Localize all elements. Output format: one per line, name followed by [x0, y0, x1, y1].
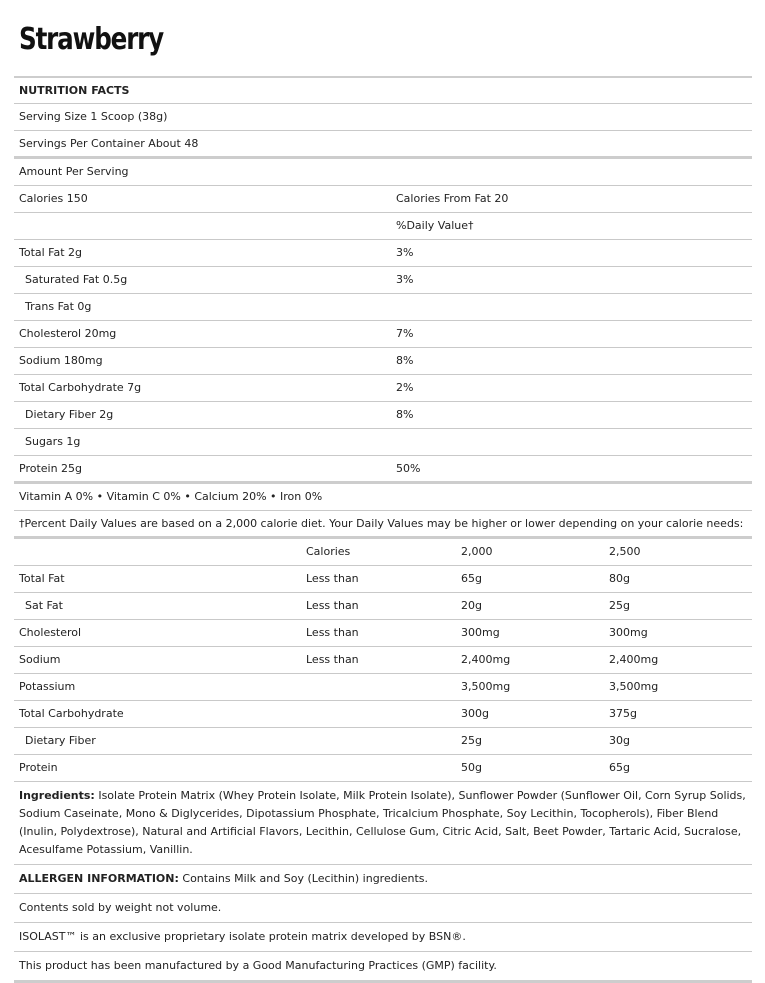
dv-2000-value: 300mg: [461, 626, 500, 639]
nutrition-header-row: [14, 76, 752, 104]
dv-table-row: [14, 755, 752, 782]
serving-size-row: [14, 104, 752, 131]
dv-table-row: [14, 620, 752, 647]
nutrient-row: [14, 402, 752, 429]
dv-2000-value: 2,400mg: [461, 653, 511, 666]
allergen-label: ALLERGEN INFORMATION:: [19, 872, 179, 885]
dv-2000-value: 25g: [461, 734, 482, 747]
allergen-text: Contains Milk and Soy (Lecithin) ingredients.: [182, 872, 429, 885]
daily-value-header: %Daily Value†: [396, 219, 474, 232]
nutrient-dv: 3%: [396, 246, 414, 259]
dv-2500-value: 375g: [609, 707, 637, 720]
ingredients-label: Ingredients:: [19, 789, 95, 802]
note-text: ISOLAST™ is an exclusive proprietary isolate protein matrix developed by BSN®.: [19, 930, 466, 943]
dv-2500-value: 30g: [609, 734, 630, 747]
daily-value-header-row: [14, 213, 752, 240]
dv-nutrient: Total Fat: [19, 572, 65, 585]
nutrient-dv: 8%: [396, 354, 414, 367]
dv-2000-value: 50g: [461, 761, 482, 774]
nutrient-row: [14, 456, 752, 484]
dv-2500-value: 65g: [609, 761, 630, 774]
nutrient-dv: 50%: [396, 462, 421, 475]
calories: Calories 150: [19, 192, 88, 205]
dv-table-row: [14, 647, 752, 674]
dv-nutrient: Cholesterol: [19, 626, 82, 639]
dv-2500-value: 300mg: [609, 626, 648, 639]
nutrient-row: [14, 375, 752, 402]
note-text: Contents sold by weight not volume.: [19, 901, 222, 914]
dv-header-calories: Calories: [306, 545, 351, 558]
nutrient-label: Total Carbohydrate 7g: [19, 381, 142, 394]
dv-nutrient: Sat Fat: [25, 599, 63, 612]
dv-qualifier: Less than: [306, 626, 359, 639]
dv-nutrient: Sodium: [19, 653, 61, 666]
nutrient-label: Total Fat 2g: [19, 246, 83, 259]
dv-qualifier: Less than: [306, 572, 359, 585]
vitamins-row: [14, 484, 752, 511]
nutrient-label: Saturated Fat 0.5g: [25, 273, 128, 286]
nutrient-row: [14, 240, 752, 267]
dv-2500-value: 80g: [609, 572, 630, 585]
allergen-row: [14, 865, 752, 894]
note-row: [14, 923, 752, 952]
dv-2000-value: 65g: [461, 572, 482, 585]
dv-2000-value: 20g: [461, 599, 482, 612]
calories-row: [14, 186, 752, 213]
dv-2500-value: 3,500mg: [609, 680, 659, 693]
dv-table-row: [14, 593, 752, 620]
nutrient-dv: 2%: [396, 381, 414, 394]
calories-from-fat: Calories From Fat 20: [396, 192, 509, 205]
nutrient-row: [14, 267, 752, 294]
nutrition-header: NUTRITION FACTS: [19, 84, 130, 97]
nutrient-label: Protein 25g: [19, 462, 83, 475]
dv-2500-value: 25g: [609, 599, 630, 612]
note-row: [14, 894, 752, 923]
vitamins: Vitamin A 0% • Vitamin C 0% • Calcium 20% • Iron 0%: [19, 490, 323, 503]
amount-per-serving: Amount Per Serving: [19, 165, 129, 178]
dv-table-row: [14, 728, 752, 755]
ingredients-row: [14, 782, 752, 865]
servings-per-container-row: [14, 131, 752, 159]
nutrient-row: [14, 294, 752, 321]
dv-2500-value: 2,400mg: [609, 653, 659, 666]
servings-per-container: Servings Per Container About 48: [19, 137, 199, 150]
note-row: [14, 952, 752, 983]
product-title: Strawberry: [19, 22, 164, 57]
dv-2000-value: 300g: [461, 707, 489, 720]
dv-qualifier: Less than: [306, 653, 359, 666]
dv-table-row: [14, 674, 752, 701]
dv-table-row: [14, 701, 752, 728]
nutrient-dv: 7%: [396, 327, 414, 340]
amount-per-serving-row: [14, 159, 752, 186]
nutrient-label: Sodium 180mg: [19, 354, 103, 367]
dv-table-row: [14, 566, 752, 593]
nutrient-label: Cholesterol 20mg: [19, 327, 117, 340]
footnote-row: [14, 511, 752, 539]
dv-nutrient: Dietary Fiber: [25, 734, 96, 747]
dv-header-2000: 2,000: [461, 545, 493, 558]
nutrient-label: Trans Fat 0g: [25, 300, 92, 313]
nutrition-facts-table: [14, 76, 752, 983]
nutrient-dv: 3%: [396, 273, 414, 286]
dv-nutrient: Protein: [19, 761, 58, 774]
nutrient-row: [14, 429, 752, 456]
dv-nutrient: Potassium: [19, 680, 76, 693]
footnote: †Percent Daily Values are based on a 2,000 calorie diet. Your Daily Values may be higher or lower depending on your calorie needs:: [19, 517, 744, 530]
nutrient-label: Dietary Fiber 2g: [25, 408, 114, 421]
nutrient-dv: 8%: [396, 408, 414, 421]
nutrient-label: Sugars 1g: [25, 435, 81, 448]
nutrient-row: [14, 348, 752, 375]
dv-qualifier: Less than: [306, 599, 359, 612]
note-text: This product has been manufactured by a Good Manufacturing Practices (GMP) facility.: [19, 959, 497, 972]
ingredients-text: Isolate Protein Matrix (Whey Protein Isolate, Milk Protein Isolate), Sunflower Powder (Sunflower Oil, Corn Syrup Solids, Sodium Caseinate, Mono & Diglycerides, Dipotassium Phosphate, Tricalcium Phosphate, Soy Lecithin, Tocopherols), Fiber Blend (Inulin, Polydextrose), Natural and Artificial Flavors, Lecithin, Cellulose Gum, Citric Acid, Salt, Beet Powder, Tartaric Acid, Sucralose, Acesulfame Potassium, Vanillin.: [19, 789, 746, 856]
dv-nutrient: Total Carbohydrate: [19, 707, 124, 720]
dv-table-header-row: [14, 539, 752, 566]
serving-size: Serving Size 1 Scoop (38g): [19, 110, 168, 123]
dv-header-2500: 2,500: [609, 545, 641, 558]
nutrient-row: [14, 321, 752, 348]
dv-2000-value: 3,500mg: [461, 680, 511, 693]
